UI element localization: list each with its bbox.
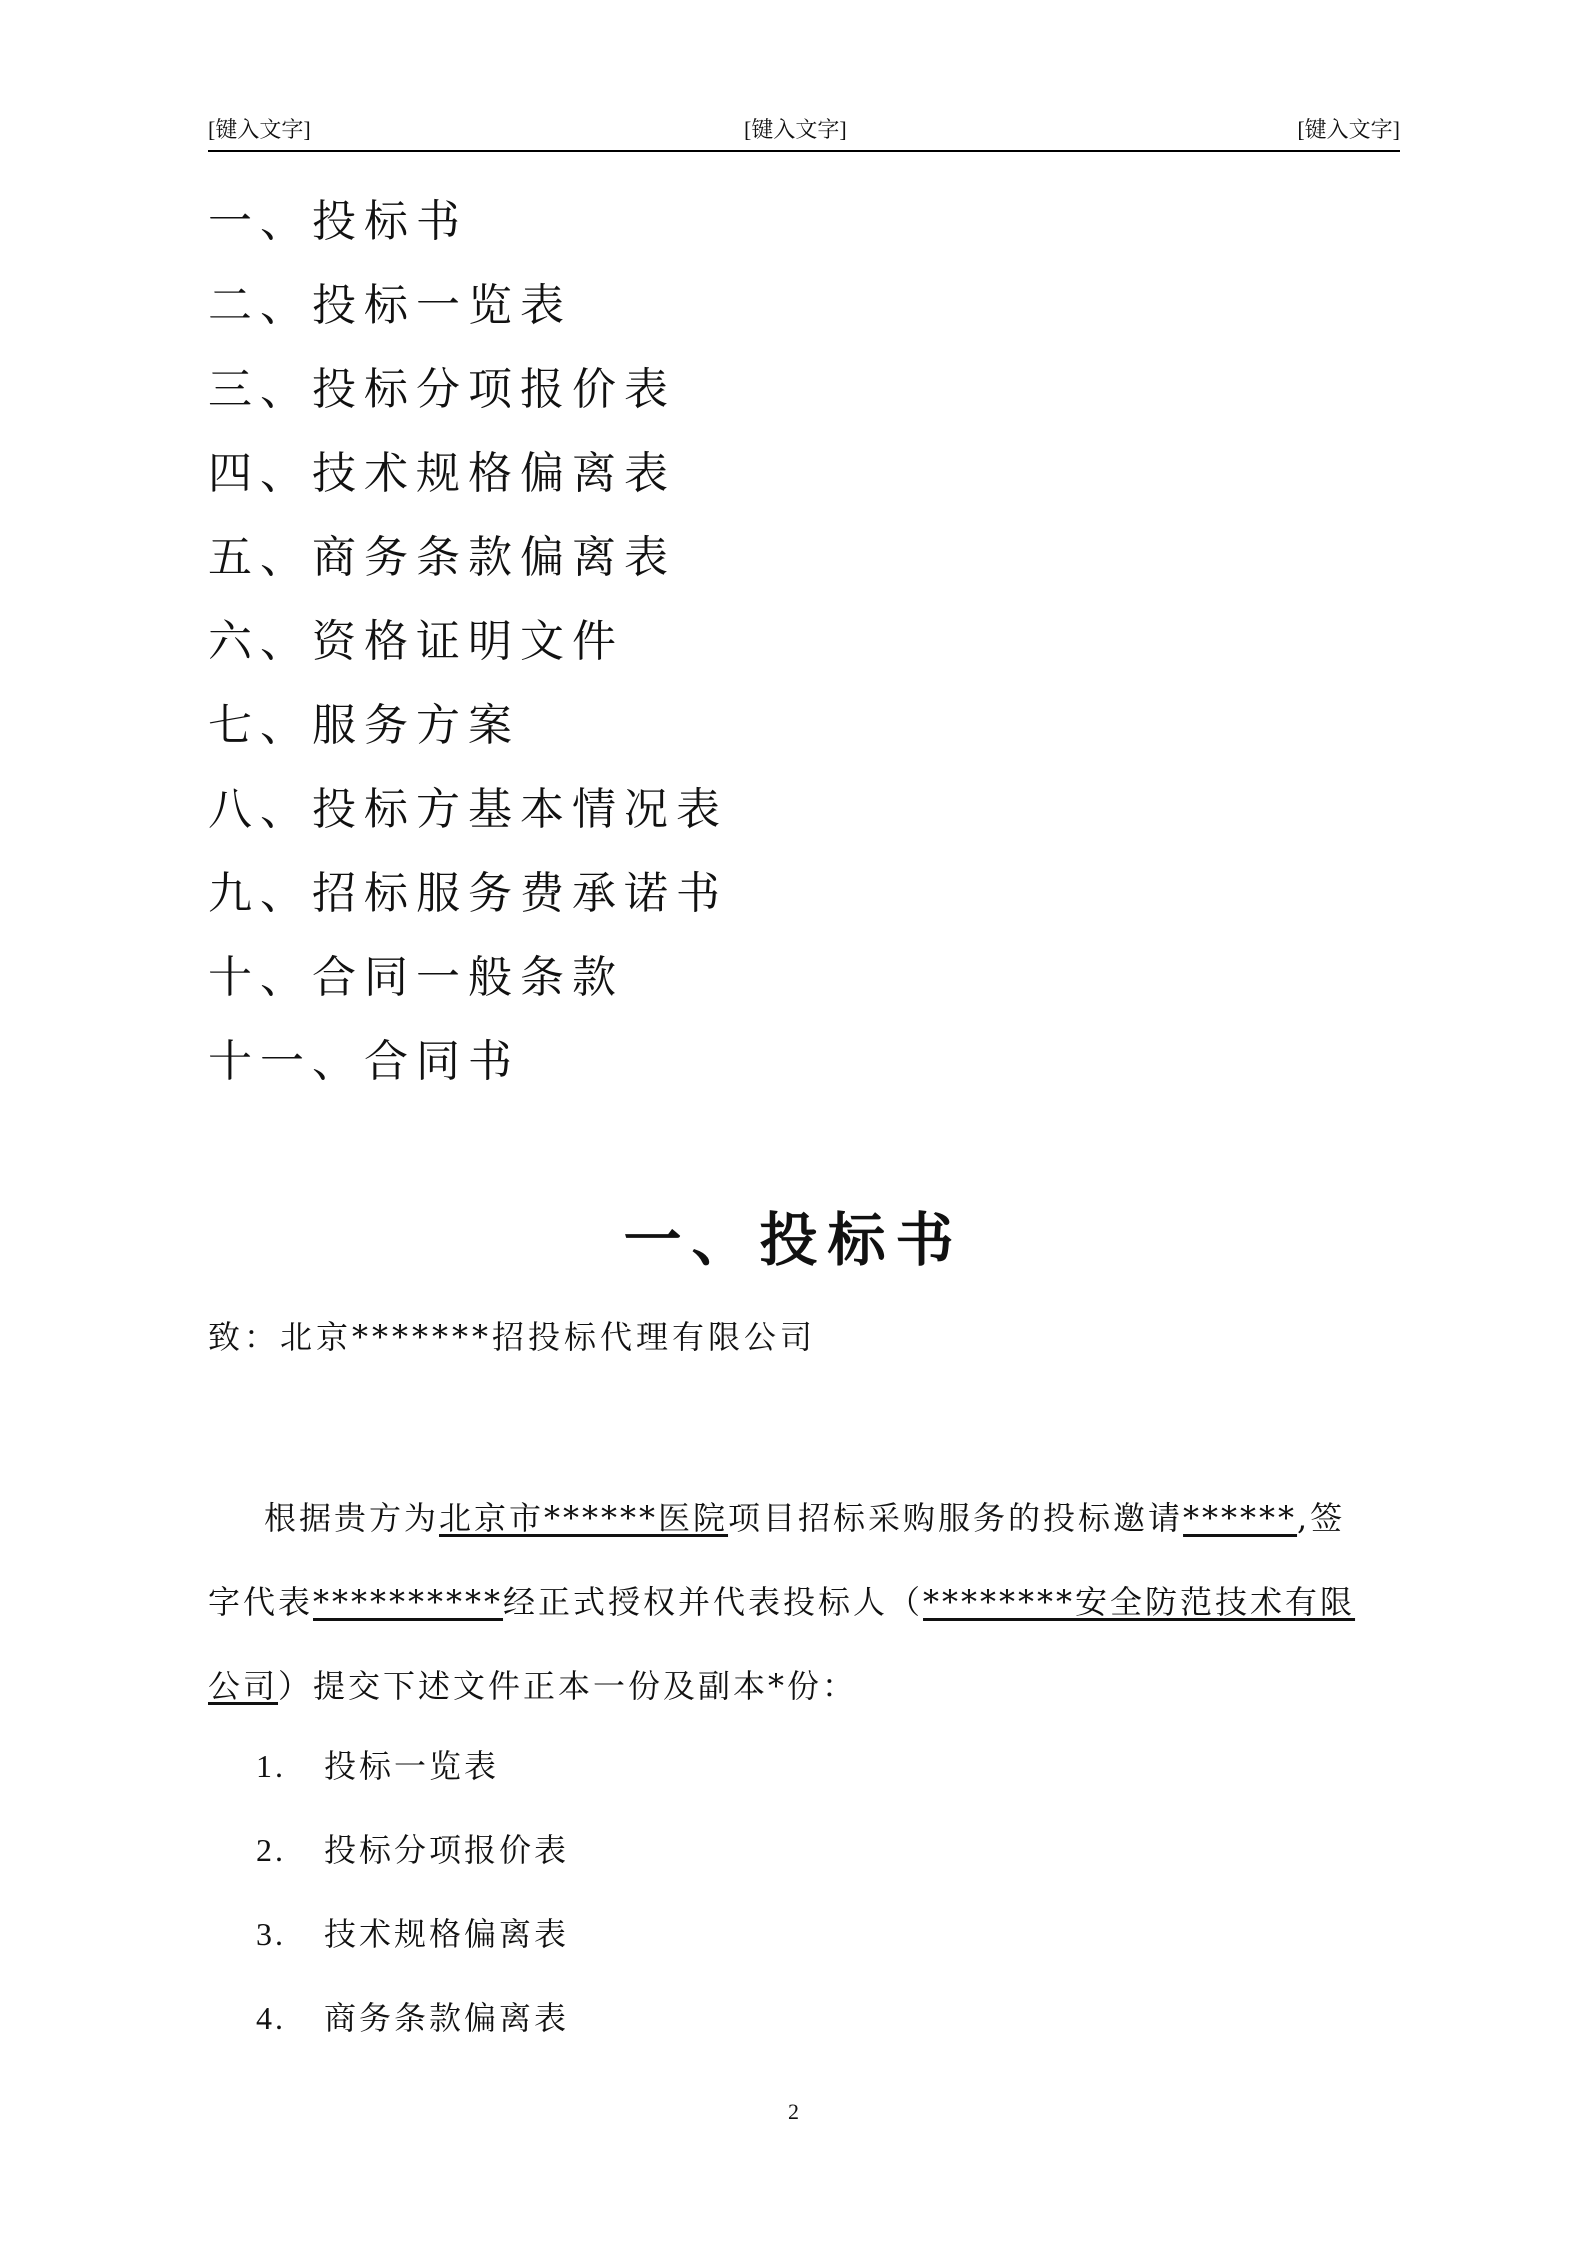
paragraph-text: ,签 [1297, 1499, 1346, 1537]
toc-item: 十一、合同书 [208, 1036, 520, 1087]
item-number: 4. [256, 2000, 286, 2036]
header-right-text: [键入文字] [1297, 117, 1400, 142]
toc-item: 一、投标书 [208, 196, 468, 247]
addressee-line: 致：北京*******招投标代理有限公司 [208, 1318, 817, 1356]
toc-item: 十、合同一般条款 [208, 952, 624, 1003]
bid-letter-paragraph [208, 1476, 1400, 1728]
invitation-number: ****** [1183, 1499, 1298, 1537]
paragraph-text: ）提交下述文件正本一份及副本*份： [278, 1667, 858, 1705]
toc-item: 二、投标一览表 [208, 280, 572, 331]
bidder-name-part1: ********安全防范技术有限 [923, 1583, 1356, 1621]
list-item [256, 1724, 569, 1808]
list-item [256, 1808, 569, 1892]
paragraph-line-3 [208, 1644, 1400, 1728]
bidder-name-part2: 公司 [208, 1667, 279, 1705]
item-text: 投标一览表 [324, 1747, 500, 1785]
page-number: 2 [788, 2099, 799, 2124]
signing-representative: ********** [313, 1583, 504, 1621]
table-of-contents [208, 180, 728, 1104]
list-item [256, 1976, 569, 2060]
list-item [256, 1892, 569, 1976]
paragraph-text: 根据贵方为 [264, 1499, 440, 1537]
toc-item: 五、商务条款偏离表 [208, 532, 676, 583]
item-number: 3. [256, 1916, 286, 1952]
project-name: 北京市******医院 [439, 1499, 729, 1537]
toc-item: 三、投标分项报价表 [208, 364, 676, 415]
paragraph-line-2 [208, 1560, 1400, 1644]
paragraph-text: 字代表 [208, 1583, 314, 1621]
item-text: 投标分项报价表 [324, 1831, 570, 1869]
item-text: 技术规格偏离表 [324, 1915, 570, 1953]
item-number: 2. [256, 1832, 286, 1868]
toc-item: 八、投标方基本情况表 [208, 784, 728, 835]
page-header [208, 112, 1400, 152]
paragraph-text: 项目招标采购服务的投标邀请 [728, 1499, 1184, 1537]
item-number: 1. [256, 1748, 286, 1784]
header-left-text: [键入文字] [208, 117, 311, 142]
toc-item: 六、资格证明文件 [208, 616, 624, 667]
paragraph-line-1 [208, 1476, 1400, 1560]
toc-item: 九、招标服务费承诺书 [208, 868, 728, 919]
section-title: 一、投标书 [623, 1206, 964, 1274]
toc-item: 四、技术规格偏离表 [208, 448, 676, 499]
submitted-documents-list [256, 1724, 569, 2060]
toc-item: 七、服务方案 [208, 700, 520, 751]
item-text: 商务条款偏离表 [324, 1999, 570, 2037]
header-center-text: [键入文字] [744, 117, 847, 142]
paragraph-text: 经正式授权并代表投标人（ [503, 1583, 924, 1621]
